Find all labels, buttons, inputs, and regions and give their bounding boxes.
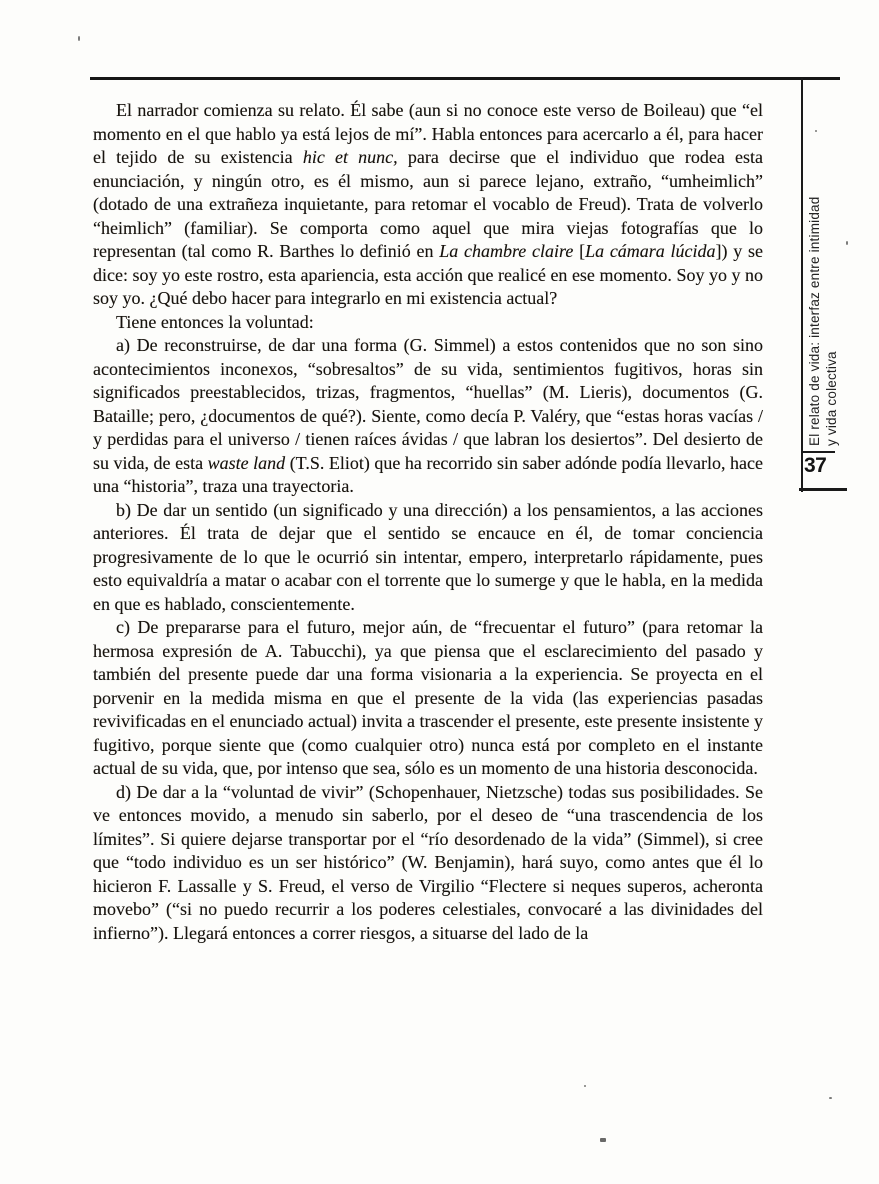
paragraph: d) De dar a la “voluntad de vivir” (Schopenhauer, Nietzsche) todas sus posibilidades. Se ve entonces movido, a menudo sin saberlo, por el deseo de “una trascendencia de los límites”. Si quiere dejarse transportar por el “río desordenado de la vida” (Simmel), si cree que “todo individuo es un ser histórico” (W. Benjamin), hará suyo, como antes que él lo hicieron F. Lassalle y S. Freud, el verso de Virgilio “Flectere si neques superos, acheronta movebo” (“si no puedo recurrir a los poderes celestiales, convocaré a las divinidades del infierno”). Llegará entonces a correr riesgos, a situarse del lado de la: [93, 781, 763, 943]
sidebar-rule: [801, 78, 803, 492]
sidebar-caption-line2: y vida colectiva: [824, 351, 839, 446]
scan-speck: [78, 36, 80, 41]
sidebar-caption-line1: El relato de vida: interfaz entre intimidad: [807, 196, 822, 446]
paragraph: b) De dar un sentido (un significado y una dirección) a los pensamientos, a las acciones anteriores. Él trata de dejar que el sentido se encauce en él, de tomar conciencia progresivamente de lo que le ocurrió sin intentar, empero, interpretarlo rápidamente, pues esto equivaldría a matar o acabar con el torrente que lo sumerge y que le habla, en la medida en que es hablado, conscientemente.: [93, 499, 763, 614]
sidebar-caption: [806, 197, 840, 446]
scan-speck: [815, 130, 817, 132]
paragraph: Tiene entonces la voluntad:: [116, 311, 314, 332]
scan-speck: [584, 1085, 586, 1087]
page-number-box-bottom-rule: [799, 488, 847, 491]
top-rule: [90, 77, 840, 80]
paragraph: a) De reconstruirse, de dar una forma (G. Simmel) a estos contenidos que no son sino acontecimientos inconexos, “sobresaltos” de su vida, sentimientos fugitivos, horas sin significados preestablecidos, trizas, fragmentos, “huellas” (M. Lieris), documentos (G. Bataille; pero, ¿documentos de qué?). Siente, como decía P. Valéry, que “estas horas vacías / y perdidas para el universo / tienen raíces ávidas / que labran los desiertos”. Del desierto de su vida, de esta waste land (T.S. Eliot) que ha recorrido sin saber adónde podía llevarlo, hace una “historia”, traza una trayectoria.: [93, 335, 764, 496]
paragraph: El narrador comienza su relato. Él sabe (aun si no conoce este verso de Boileau) que “el momento en el que hablo ya está lejos de mí”. Habla entonces para acercarlo a él, para hacer el tejido de su existencia hic et nunc, para decirse que el individuo que rodea esta enunciación, y ningún otro, es él mismo, aun si parece lejano, extraño, “umheimlich” (dotado de una extrañeza inquietante, para retomar el vocablo de Freud). Trata de volverlo “heimlich” (familiar). Se comporta como aquel que mira viejas fotografías que lo representan (tal como R. Barthes lo definió en La chambre claire [La cámara lúcida]) y se dice: soy yo este rostro, esta apariencia, esta acción que realicé en ese momento. Soy yo y no soy yo. ¿Qué debo hacer para integrarlo en mi existencia actual?: [93, 100, 763, 308]
scan-speck: [600, 1138, 606, 1142]
paragraph: c) De prepararse para el futuro, mejor aún, de “frecuentar el futuro” (para retomar la hermosa expresión de A. Tabucchi), ya que piensa que el esclarecimiento del pasado y también del presente puede dar una forma visionaria a la experiencia. Se proyecta en el porvenir en la medida misma en que el presente de la vida (las experiencias pasadas revivificadas en el enunciado actual) invita a trascender el presente, este presente insistente y fugitivo, porque siente que (como cualquier otro) nunca está por completo en el instante actual de su vida, que, por intenso que sea, sólo es un momento de una historia desconocida.: [93, 617, 763, 778]
scan-speck: [846, 241, 848, 245]
page-number: 37: [804, 454, 827, 477]
body-text: [93, 99, 763, 945]
scan-speck: [829, 1097, 832, 1099]
page-number-box-top-rule: [801, 451, 835, 453]
